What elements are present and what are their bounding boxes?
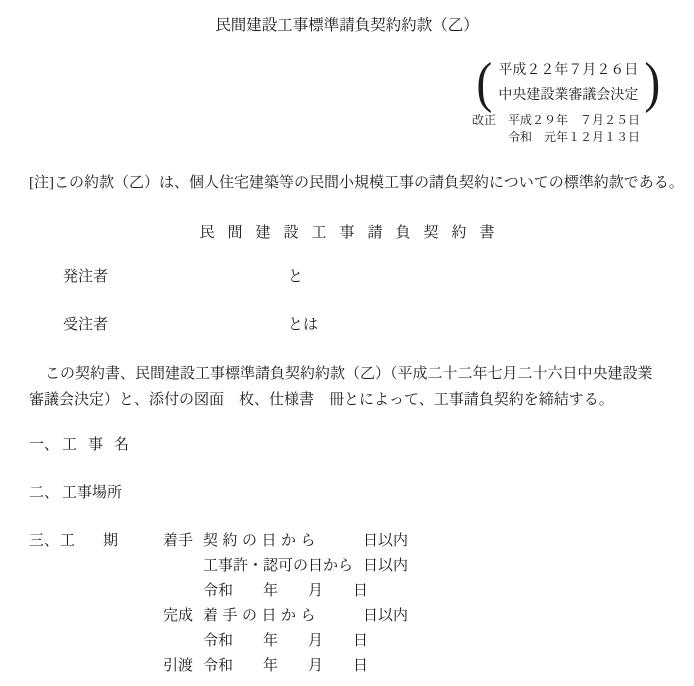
- schedule-row-start-date: [0, 582, 694, 600]
- note-text: [注]この約款（乙）は、個人住宅建築等の民間小規模工事の請負契約についての標準約款である。: [29, 175, 684, 191]
- stage-suffix: 日以内: [363, 558, 409, 574]
- party-row-orderer: [0, 268, 694, 286]
- bracket-open-decoration: (: [476, 52, 492, 114]
- stage-desc: 令和 年 月 日: [203, 583, 369, 599]
- revision-history: [472, 112, 640, 146]
- item-label: 工事名: [62, 437, 141, 453]
- stage-label: 完成: [163, 608, 194, 624]
- stage-desc: 令和 年 月 日: [203, 633, 369, 649]
- preamble-paragraph: [29, 361, 669, 413]
- document-title: 民間建設工事標準請負契約約款（乙）: [215, 17, 479, 34]
- item-number: 二、: [29, 485, 60, 501]
- item-work-site: [0, 484, 694, 502]
- decision-bracket-box: [475, 52, 662, 114]
- schedule-row-handover: [0, 657, 694, 675]
- stage-label: 着手: [163, 533, 194, 549]
- decision-note: [498, 58, 638, 108]
- decision-body: 中央建設業審議会決定: [498, 88, 639, 103]
- stage-desc: 契約の日から: [203, 533, 321, 549]
- revision-line: 令和 元年１２月１３日: [507, 130, 640, 144]
- item-number: 一、: [29, 437, 60, 453]
- schedule-row-completion-date: [0, 632, 694, 650]
- stage-desc: 着手の日から: [203, 608, 321, 624]
- preamble-line: この契約書、民間建設工事標準請負契約約款（乙）（平成二十二年七月二十六日中央建設業: [45, 366, 653, 382]
- bracket-close-decoration: ): [644, 52, 661, 114]
- stage-desc: 令和 年 月 日: [203, 658, 369, 674]
- orderer-particle: と: [288, 269, 304, 285]
- orderer-label: 発注者: [63, 269, 109, 285]
- stage-suffix: 日以内: [363, 608, 409, 624]
- decision-date: 平成２２年７月２６日: [498, 63, 639, 78]
- schedule-row-start-contract: [0, 532, 694, 550]
- stage-desc: 工事許・認可の日から: [203, 558, 354, 574]
- schedule-row-completion: [0, 607, 694, 625]
- item-label: 工期: [60, 533, 147, 549]
- party-row-contractor: [0, 316, 694, 334]
- contractor-label: 受注者: [63, 317, 109, 333]
- item-number: 三、: [29, 533, 60, 549]
- schedule-row-start-permit: [0, 557, 694, 575]
- revision-line: 改正 平成２９年 ７月２５日: [471, 113, 640, 127]
- stage-label: 引渡: [163, 658, 194, 674]
- item-label: 工事場所: [62, 485, 123, 501]
- contract-heading: 民間建設工事請負契約書: [199, 225, 508, 241]
- item-work-name: [0, 436, 694, 454]
- stage-suffix: 日以内: [363, 533, 409, 549]
- contractor-particle: とは: [288, 317, 319, 333]
- preamble-line: 審議会決定）と、添付の図面 枚、仕様書 冊とによって、工事請負契約を締結する。: [29, 392, 614, 408]
